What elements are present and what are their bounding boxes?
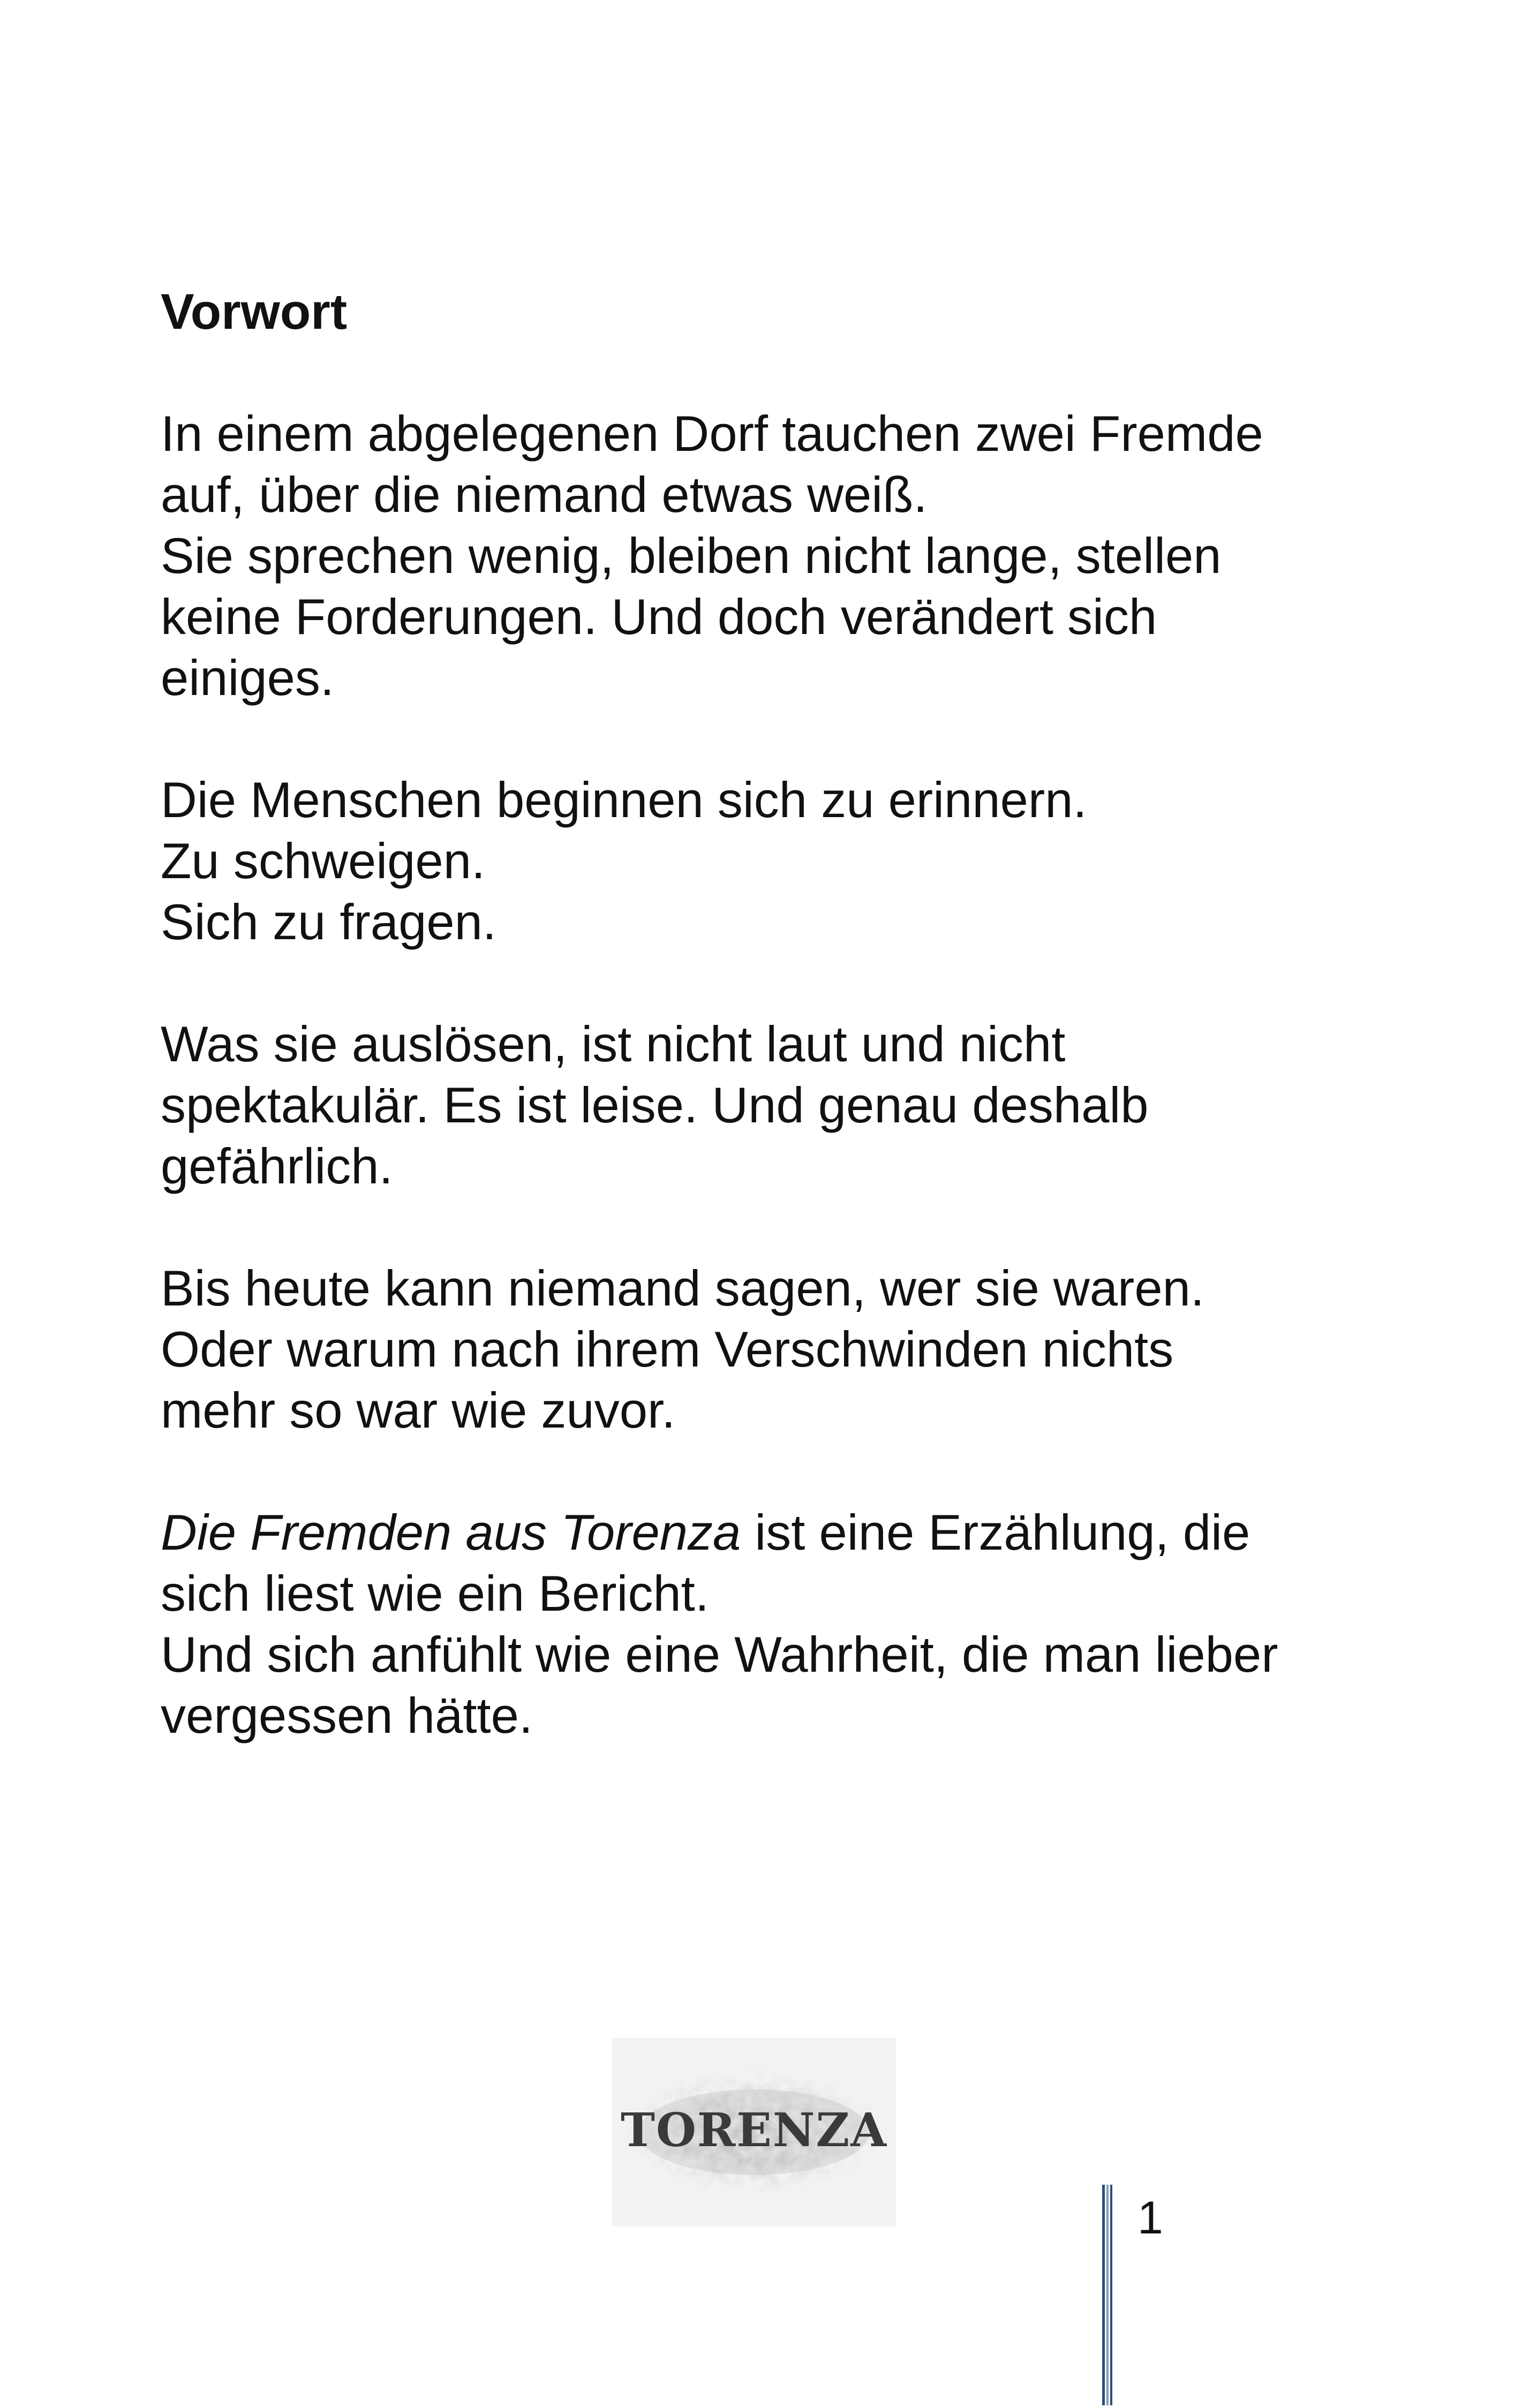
torenza-logo bbox=[612, 2038, 896, 2226]
text-line: Die Menschen beginnen sich zu erinnern. bbox=[161, 772, 1087, 828]
text-line: Zu schweigen. bbox=[161, 833, 486, 889]
paragraph bbox=[161, 403, 1392, 708]
logo-text: TORENZA bbox=[620, 2103, 888, 2157]
paragraph bbox=[161, 1502, 1392, 1746]
text-line: keine Forderungen. Und doch verändert sich bbox=[161, 588, 1157, 645]
page-number-rule bbox=[1102, 2185, 1114, 2405]
text-line: auf, über die niemand etwas weiß. bbox=[161, 466, 928, 523]
text-line: Bis heute kann niemand sagen, wer sie waren. bbox=[161, 1260, 1205, 1316]
page-title: Vorwort bbox=[161, 283, 348, 339]
book-title: Die Fremden aus Torenza bbox=[161, 1504, 741, 1560]
text-line bbox=[161, 1502, 1392, 1563]
text-line: mehr so war wie zuvor. bbox=[161, 1382, 676, 1438]
paragraph bbox=[161, 1014, 1392, 1197]
text-line: Und sich anfühlt wie eine Wahrheit, die man lieber bbox=[161, 1626, 1278, 1682]
text-line: Oder warum nach ihrem Verschwinden nichts bbox=[161, 1321, 1174, 1377]
text-line: einiges. bbox=[161, 650, 334, 706]
text-line: spektakulär. Es ist leise. Und genau deshalb bbox=[161, 1077, 1149, 1133]
text-line: gefährlich. bbox=[161, 1138, 393, 1194]
document-body bbox=[161, 281, 1392, 1746]
text-line: Sie sprechen wenig, bleiben nicht lange, stellen bbox=[161, 527, 1222, 584]
text-line: Was sie auslösen, ist nicht laut und nicht bbox=[161, 1016, 1066, 1072]
page-number: 1 bbox=[1137, 2192, 1163, 2244]
text-line: Sich zu fragen. bbox=[161, 894, 497, 950]
text-fragment: ist eine Erzählung, die bbox=[741, 1504, 1250, 1560]
text-line: In einem abgelegenen Dorf tauchen zwei Fremde bbox=[161, 405, 1263, 462]
text-line: sich liest wie ein Bericht. bbox=[161, 1565, 709, 1621]
text-line: vergessen hätte. bbox=[161, 1687, 533, 1743]
paragraph bbox=[161, 1258, 1392, 1441]
paragraph bbox=[161, 769, 1392, 953]
